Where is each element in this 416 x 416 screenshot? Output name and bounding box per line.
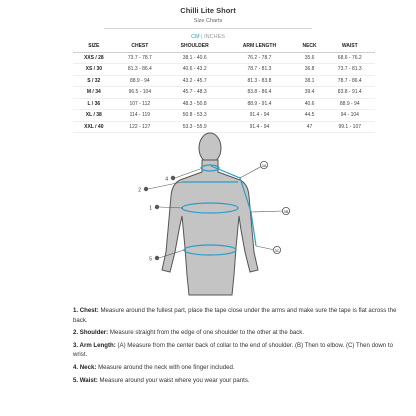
size-cell: XXS / 28 <box>73 52 115 64</box>
instruction-label: 4. Neck: <box>73 363 97 371</box>
column-header: SHOULDER <box>165 41 224 52</box>
table-cell: 47 <box>295 121 325 133</box>
table-cell: 44.5 <box>295 110 325 122</box>
size-chart-table <box>73 41 375 133</box>
instruction-label: 1. Chest: <box>73 307 99 314</box>
table-cell: 73.7 - 81.3 <box>325 64 376 76</box>
table-cell: 38.1 <box>295 75 325 87</box>
unit-separator: | <box>201 34 203 40</box>
body-silhouette <box>162 133 258 295</box>
column-header: ARM LENGTH <box>224 41 294 52</box>
table-cell: 48.3 - 50.8 <box>165 98 224 110</box>
column-header: WAIST <box>325 41 376 52</box>
page-subtitle: Size Charts <box>193 18 223 24</box>
table-cell: 78.7 - 86.4 <box>325 75 376 87</box>
table-cell: 94 - 104 <box>325 110 376 122</box>
marker-waist <box>149 256 159 263</box>
marker-label: 3A <box>261 163 267 168</box>
table-cell: 40.6 - 43.2 <box>165 64 224 76</box>
unit-toggle <box>0 34 416 40</box>
marker-shoulder <box>138 187 148 194</box>
size-cell: L / 36 <box>73 98 115 110</box>
instruction-text: (A) Measure from the center back of collar to the end of shoulder. (B) Then to elbow. (C) Then down to wrist. <box>73 341 393 359</box>
instruction-label: 2. Shoulder: <box>73 329 109 337</box>
size-cell: M / 34 <box>73 87 115 99</box>
table-cell: 68.6 - 76.2 <box>325 52 376 64</box>
table-cell: 38.1 - 40.6 <box>165 52 224 64</box>
column-header: CHEST <box>115 41 165 52</box>
table-cell: 88.9 - 94 <box>115 75 165 87</box>
marker-arm-b <box>282 207 289 214</box>
table-cell: 73.7 - 78.7 <box>115 52 165 64</box>
table-cell: 81.3 - 86.4 <box>115 64 165 76</box>
table-cell: 114 - 119 <box>115 110 165 122</box>
marker-chest <box>149 205 159 212</box>
table-cell: 83.8 - 86.4 <box>224 87 294 99</box>
column-header: NECK <box>295 41 325 52</box>
instruction-shoulder <box>73 328 405 338</box>
table-cell: 36.8 <box>295 64 325 76</box>
instruction-waist <box>73 376 405 386</box>
table-row <box>73 87 375 99</box>
table-cell: 45.7 - 48.3 <box>165 87 224 99</box>
table-cell: 122 - 127 <box>115 121 165 133</box>
instruction-label: 5. Waist: <box>73 376 98 384</box>
measurement-figure <box>140 130 300 300</box>
table-row <box>73 52 375 64</box>
page-title: Chilli Lite Short <box>180 6 236 15</box>
marker-label: 1 <box>149 205 152 212</box>
size-cell: XL / 38 <box>73 110 115 122</box>
instruction-text: Measure around the neck with one finger included. <box>98 363 235 371</box>
marker-arm-c <box>273 246 280 253</box>
table-cell: 99.1 - 107 <box>325 121 376 133</box>
marker-label: 2 <box>138 187 141 194</box>
table-body <box>73 52 375 133</box>
marker-label: 3C <box>274 248 280 253</box>
table-cell: 91.4 - 94 <box>224 121 294 133</box>
instruction-neck <box>73 363 405 373</box>
table-cell: 35.6 <box>295 52 325 64</box>
table-row <box>73 75 375 87</box>
marker-arm-a <box>260 161 267 168</box>
marker-label: 4 <box>165 176 168 183</box>
table-cell: 50.8 - 53.3 <box>165 110 224 122</box>
table-cell: 81.3 - 83.8 <box>224 75 294 87</box>
instruction-arm-length <box>73 341 405 360</box>
table-cell: 107 - 112 <box>115 98 165 110</box>
table-cell: 91.4 - 94 <box>224 110 294 122</box>
table-cell: 40.6 <box>295 98 325 110</box>
marker-label: 5 <box>149 256 152 263</box>
table-cell: 96.5 - 104 <box>115 87 165 99</box>
unit-cm-tab[interactable]: CM <box>191 34 200 40</box>
instruction-text: Measure around the fullest part, place the tape close under the arms and make sure the tape is flat across the back. <box>73 307 397 324</box>
measurement-instructions <box>73 306 405 388</box>
table-row <box>73 64 375 76</box>
size-cell: XS / 30 <box>73 64 115 76</box>
table-cell: 88.9 - 91.4 <box>224 98 294 110</box>
marker-neck <box>165 176 175 183</box>
table-cell: 39.4 <box>295 87 325 99</box>
table-cell: 88.9 - 94 <box>325 98 376 110</box>
instruction-text: Measure around your waist where you wear your pants. <box>99 376 250 384</box>
unit-inches-tab[interactable]: INCHES <box>204 34 225 40</box>
table-header-row <box>73 41 375 52</box>
table-cell: 78.7 - 81.3 <box>224 64 294 76</box>
instruction-text: Measure straight from the edge of one shoulder to the other at the back. <box>109 329 305 337</box>
table-cell: 76.2 - 78.7 <box>224 52 294 64</box>
column-header: SIZE <box>73 41 115 52</box>
table-cell: 83.8 - 91.4 <box>325 87 376 99</box>
instruction-chest <box>73 306 405 325</box>
table-cell: 53.3 - 55.9 <box>165 121 224 133</box>
instruction-label: 3. Arm Length: <box>73 341 116 349</box>
table-row <box>73 110 375 122</box>
divider <box>104 28 312 29</box>
size-cell: S / 32 <box>73 75 115 87</box>
table-cell: 43.2 - 45.7 <box>165 75 224 87</box>
size-cell: XXL / 40 <box>73 121 115 133</box>
table-row <box>73 98 375 110</box>
marker-label: 3B <box>283 209 289 214</box>
